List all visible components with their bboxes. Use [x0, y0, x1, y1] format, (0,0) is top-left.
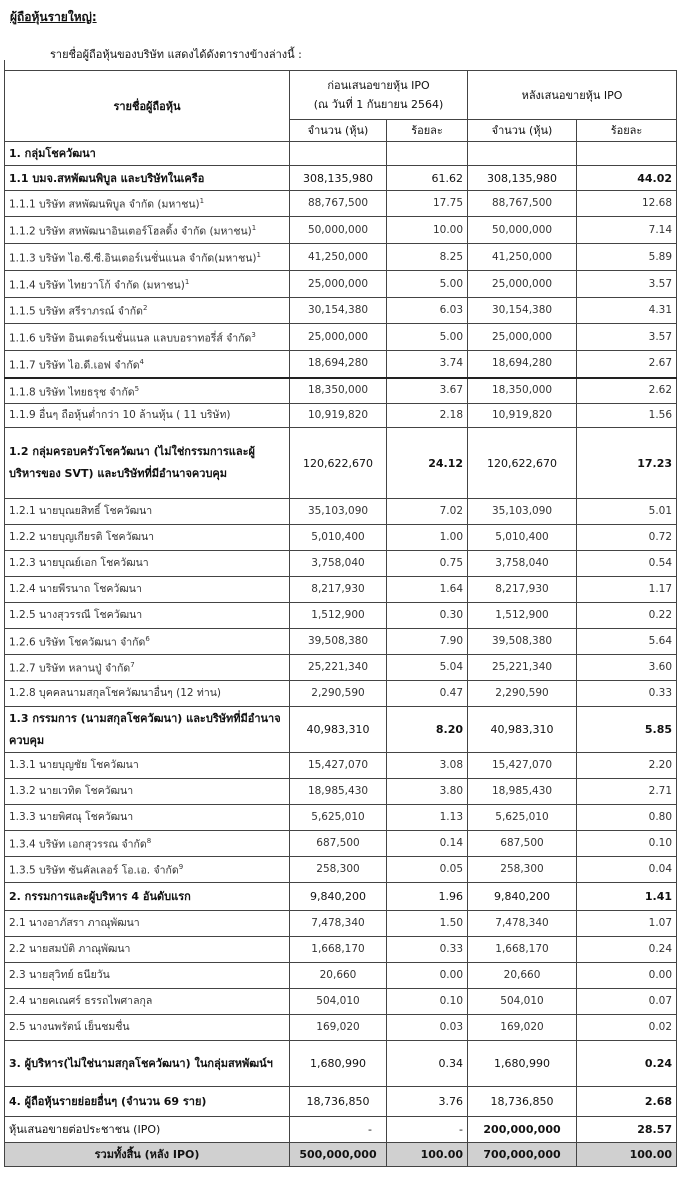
after-shares-cell: 18,694,280	[468, 351, 577, 378]
after-shares-cell: 504,010	[468, 989, 577, 1015]
row-name-cell	[5, 298, 290, 324]
after-shares-cell: 18,736,850	[468, 1087, 577, 1117]
after-shares-cell: 25,221,340	[468, 655, 577, 681]
shareholder-name: 1.2.3 นายบุณย์เอก โชควัฒนา	[9, 557, 149, 569]
table-row	[5, 857, 677, 883]
after-shares-cell: 41,250,000	[468, 244, 577, 271]
before-shares-cell: 39,508,380	[290, 629, 387, 655]
after-percent-cell: 5.64	[577, 629, 677, 655]
before-shares-cell: 25,000,000	[290, 324, 387, 351]
after-shares-cell: 120,622,670	[468, 428, 577, 499]
before-percent-cell: 1.13	[387, 805, 468, 831]
table-row	[5, 404, 677, 428]
shareholder-name: 1.2.4 นายพีรนาถ โชควัฒนา	[9, 583, 142, 595]
table-row	[5, 428, 677, 499]
table-row	[5, 191, 677, 217]
row-name-cell	[5, 707, 290, 753]
table-row	[5, 629, 677, 655]
before-shares-cell: 15,427,070	[290, 753, 387, 779]
before-percent-cell: 3.76	[387, 1087, 468, 1117]
after-percent-cell: 0.22	[577, 603, 677, 629]
after-shares-cell: 18,350,000	[468, 378, 577, 404]
col-header-before-line2: (ณ วันที่ 1 กันยายน 2564)	[313, 98, 444, 111]
col-header-before-line1: ก่อนเสนอขายหุ้น IPO	[327, 79, 430, 92]
after-shares-cell: 8,217,930	[468, 577, 577, 603]
table-row	[5, 1117, 677, 1143]
after-percent-cell	[577, 142, 677, 166]
before-percent-cell: 3.67	[387, 378, 468, 404]
before-percent-cell: 24.12	[387, 428, 468, 499]
intro-text: รายชื่อผู้ถือหุ้นของบริษัท แสดงได้ดังตารางข้างล่างนี้ :	[50, 48, 302, 61]
table-row	[5, 753, 677, 779]
before-percent-cell: 0.14	[387, 831, 468, 857]
before-shares-cell: 3,758,040	[290, 551, 387, 577]
after-shares-cell: 50,000,000	[468, 217, 577, 244]
shareholder-name: 1.1.4 บริษัท ไทยวาโก้ จำกัด (มหาชน)	[9, 279, 185, 292]
shareholder-name: 1.1.1 บริษัท สหพัฒนพิบูล จำกัด (มหาชน)	[9, 198, 200, 211]
before-percent-cell: 3.80	[387, 779, 468, 805]
before-percent-cell: 7.02	[387, 499, 468, 525]
table-row	[5, 883, 677, 911]
table-row	[5, 577, 677, 603]
col-header-before-percent: ร้อยละ	[387, 120, 468, 142]
row-name-cell	[5, 378, 290, 404]
row-name-cell	[5, 963, 290, 989]
after-percent-cell: 3.60	[577, 655, 677, 681]
table-row	[5, 271, 677, 298]
after-shares-cell: 15,427,070	[468, 753, 577, 779]
table-row	[5, 779, 677, 805]
after-percent-cell: 1.17	[577, 577, 677, 603]
after-shares-cell: 5,625,010	[468, 805, 577, 831]
row-name-cell	[5, 883, 290, 911]
before-shares-cell: 50,000,000	[290, 217, 387, 244]
after-percent-cell: 12.68	[577, 191, 677, 217]
table-row	[5, 217, 677, 244]
before-shares-cell: 5,625,010	[290, 805, 387, 831]
before-shares-cell: 258,300	[290, 857, 387, 883]
after-percent-cell: 17.23	[577, 428, 677, 499]
shareholder-name: 1.1 บมจ.สหพัฒนพิบูล และบริษัทในเครือ	[9, 171, 205, 185]
table-row	[5, 499, 677, 525]
table-row	[5, 551, 677, 577]
before-percent-cell: 1.00	[387, 525, 468, 551]
before-percent-cell: 0.03	[387, 1015, 468, 1041]
before-percent-cell: 0.00	[387, 963, 468, 989]
table-row	[5, 989, 677, 1015]
after-shares-cell: 1,680,990	[468, 1041, 577, 1087]
shareholder-name: 1.3.1 นายบุญชัย โชควัฒนา	[9, 759, 139, 771]
table-row	[5, 525, 677, 551]
after-shares-cell: 200,000,000	[468, 1117, 577, 1143]
shareholder-name: 1.2.2 นายบุญเกียรติ โชควัฒนา	[9, 531, 155, 543]
before-percent-cell: 7.90	[387, 629, 468, 655]
table-row	[5, 831, 677, 857]
before-percent-cell: 61.62	[387, 166, 468, 191]
col-header-before-shares: จำนวน (หุ้น)	[290, 120, 387, 142]
after-percent-cell: 0.10	[577, 831, 677, 857]
footnote-marker: 3	[251, 330, 256, 339]
before-percent-cell: 5.04	[387, 655, 468, 681]
after-shares-cell: 308,135,980	[468, 166, 577, 191]
after-percent-cell: 5.85	[577, 707, 677, 753]
row-name-cell	[5, 577, 290, 603]
shareholder-name: 1.1.2 บริษัท สหพัฒนาอินเตอร์โฮลดิ้ง จำกัด (มหาชน)	[9, 225, 252, 238]
table-row	[5, 1143, 677, 1167]
before-shares-cell: 10,919,820	[290, 404, 387, 428]
before-percent-cell: 17.75	[387, 191, 468, 217]
row-name-cell	[5, 1117, 290, 1143]
after-shares-cell: 1,512,900	[468, 603, 577, 629]
before-percent-cell: 100.00	[387, 1143, 468, 1167]
after-shares-cell: 9,840,200	[468, 883, 577, 911]
table-row	[5, 937, 677, 963]
row-name-cell	[5, 1087, 290, 1117]
after-shares-cell: 40,983,310	[468, 707, 577, 753]
after-shares-cell: 258,300	[468, 857, 577, 883]
row-name-cell	[5, 681, 290, 707]
before-percent-cell: 0.33	[387, 937, 468, 963]
after-percent-cell: 1.41	[577, 883, 677, 911]
after-percent-cell: 5.89	[577, 244, 677, 271]
shareholder-name: 1.1.3 บริษัท ไอ.ซี.ซี.อินเตอร์เนชั่นแนล จำกัด(มหาชน)	[9, 252, 257, 265]
after-percent-cell: 1.56	[577, 404, 677, 428]
before-percent-cell: -	[387, 1117, 468, 1143]
table-row	[5, 911, 677, 937]
row-name-cell	[5, 989, 290, 1015]
before-shares-cell: 504,010	[290, 989, 387, 1015]
shareholder-name: 1.3.3 นายพิศณุ โชควัฒนา	[9, 811, 134, 823]
before-shares-cell: 1,668,170	[290, 937, 387, 963]
row-name-cell	[5, 1041, 290, 1087]
row-name-cell	[5, 404, 290, 428]
before-shares-cell: 41,250,000	[290, 244, 387, 271]
after-percent-cell: 0.33	[577, 681, 677, 707]
after-percent-cell: 44.02	[577, 166, 677, 191]
shareholder-name: 1.2.6 บริษัท โชควัฒนา จำกัด	[9, 636, 146, 649]
before-shares-cell	[290, 142, 387, 166]
after-percent-cell: 2.68	[577, 1087, 677, 1117]
shareholder-name: 1.2.5 นางสุวรรณี โชควัฒนา	[9, 609, 143, 621]
before-shares-cell: 20,660	[290, 963, 387, 989]
shareholder-name: 2.2 นายสมบัติ ภาณุพัฒนา	[9, 943, 131, 955]
before-percent-cell	[387, 142, 468, 166]
table-row	[5, 351, 677, 378]
after-shares-cell	[468, 142, 577, 166]
table-row	[5, 707, 677, 753]
shareholder-name: 2. กรรมการและผู้บริหาร 4 อันดับแรก	[9, 890, 191, 903]
table-row	[5, 244, 677, 271]
after-shares-cell: 700,000,000	[468, 1143, 577, 1167]
after-shares-cell: 7,478,340	[468, 911, 577, 937]
row-name-cell	[5, 937, 290, 963]
table-row	[5, 1015, 677, 1041]
before-percent-cell: 0.47	[387, 681, 468, 707]
header-row-top	[5, 71, 677, 120]
col-header-before	[290, 71, 468, 120]
before-percent-cell: 1.64	[387, 577, 468, 603]
before-shares-cell: 2,290,590	[290, 681, 387, 707]
before-percent-cell: 2.18	[387, 404, 468, 428]
before-shares-cell: 18,694,280	[290, 351, 387, 378]
after-percent-cell: 3.57	[577, 324, 677, 351]
shareholder-name: 1.2.7 บริษัท หลานปู่ จำกัด	[9, 662, 131, 675]
shareholder-name: หุ้นเสนอขายต่อประชาชน (IPO)	[9, 1123, 161, 1136]
after-percent-cell: 2.67	[577, 351, 677, 378]
after-shares-cell: 88,767,500	[468, 191, 577, 217]
footnote-marker: 2	[143, 304, 148, 313]
table-row	[5, 655, 677, 681]
before-shares-cell: 18,736,850	[290, 1087, 387, 1117]
row-name-cell	[5, 324, 290, 351]
after-shares-cell: 25,000,000	[468, 324, 577, 351]
after-shares-cell: 3,758,040	[468, 551, 577, 577]
section-heading: ผู้ถือหุ้นรายใหญ่:	[10, 10, 97, 24]
row-name-cell	[5, 831, 290, 857]
footnote-marker: 4	[139, 357, 144, 366]
after-shares-cell: 687,500	[468, 831, 577, 857]
before-percent-cell: 0.10	[387, 989, 468, 1015]
shareholder-name: 1.2.1 นายบุณยสิทธิ์ โชควัฒนา	[9, 505, 153, 517]
after-percent-cell: 0.72	[577, 525, 677, 551]
footnote-marker: 1	[199, 197, 205, 206]
before-shares-cell: 9,840,200	[290, 883, 387, 911]
before-shares-cell: 35,103,090	[290, 499, 387, 525]
after-percent-cell: 2.71	[577, 779, 677, 805]
after-percent-cell: 0.54	[577, 551, 677, 577]
after-shares-cell: 5,010,400	[468, 525, 577, 551]
before-percent-cell: 10.00	[387, 217, 468, 244]
after-percent-cell: 0.00	[577, 963, 677, 989]
before-percent-cell: 5.00	[387, 271, 468, 298]
after-shares-cell: 39,508,380	[468, 629, 577, 655]
row-name-cell	[5, 655, 290, 681]
before-percent-cell: 5.00	[387, 324, 468, 351]
footnote-marker: 6	[145, 635, 150, 644]
table-row	[5, 963, 677, 989]
row-name-cell	[5, 499, 290, 525]
table-row	[5, 1041, 677, 1087]
after-percent-cell: 0.07	[577, 989, 677, 1015]
before-shares-cell: 687,500	[290, 831, 387, 857]
table-row	[5, 324, 677, 351]
before-percent-cell: 3.74	[387, 351, 468, 378]
before-shares-cell: 8,217,930	[290, 577, 387, 603]
row-name-cell	[5, 551, 290, 577]
before-shares-cell: -	[290, 1117, 387, 1143]
before-shares-cell: 120,622,670	[290, 428, 387, 499]
footnote-marker: 9	[178, 863, 184, 872]
row-name-cell	[5, 351, 290, 378]
shareholder-name: 2.5 นางนพรัตน์ เย็นชมชื่น	[9, 1021, 130, 1033]
footnote-marker: 7	[130, 661, 135, 670]
table-row	[5, 166, 677, 191]
before-shares-cell: 1,680,990	[290, 1041, 387, 1087]
after-percent-cell: 7.14	[577, 217, 677, 244]
shareholder-name: 1.3.4 บริษัท เอกสุวรรณ จำกัด	[9, 838, 147, 851]
before-percent-cell: 1.50	[387, 911, 468, 937]
before-shares-cell: 88,767,500	[290, 191, 387, 217]
shareholder-name: 3. ผู้บริหาร(ไม่ใช่นามสกุลโชควัฒนา) ในกลุ่มสหพัฒน์ฯ	[9, 1056, 273, 1070]
before-shares-cell: 1,512,900	[290, 603, 387, 629]
row-name-cell	[5, 1143, 290, 1167]
row-name-cell	[5, 1015, 290, 1041]
shareholder-name: รวมทั้งสิ้น (หลัง IPO)	[94, 1148, 200, 1161]
before-shares-cell: 500,000,000	[290, 1143, 387, 1167]
before-percent-cell: 0.30	[387, 603, 468, 629]
before-percent-cell: 0.34	[387, 1041, 468, 1087]
shareholder-name: 2.3 นายสุวิทย์ ธนียวัน	[9, 969, 110, 981]
before-shares-cell: 18,985,430	[290, 779, 387, 805]
after-shares-cell: 20,660	[468, 963, 577, 989]
row-name-cell	[5, 911, 290, 937]
row-name-cell	[5, 779, 290, 805]
footnote-marker: 5	[134, 384, 140, 393]
table-row	[5, 1087, 677, 1117]
col-header-after-percent: ร้อยละ	[577, 120, 677, 142]
before-percent-cell: 3.08	[387, 753, 468, 779]
before-shares-cell: 308,135,980	[290, 166, 387, 191]
shareholder-name: 1.1.7 บริษัท ไอ.ดี.เอฟ จำกัด	[9, 359, 140, 371]
after-shares-cell: 2,290,590	[468, 681, 577, 707]
col-header-name: รายชื่อผู้ถือหุ้น	[5, 71, 290, 142]
after-shares-cell: 18,985,430	[468, 779, 577, 805]
shareholder-name: 1.3 กรรมการ (นามสกุลโชควัฒนา) และบริษัทที่มีอำนาจควบคุม	[9, 711, 281, 747]
shareholder-table	[4, 70, 677, 1167]
after-percent-cell: 5.01	[577, 499, 677, 525]
before-shares-cell: 18,350,000	[290, 378, 387, 404]
before-shares-cell: 25,221,340	[290, 655, 387, 681]
row-name-cell	[5, 142, 290, 166]
after-shares-cell: 35,103,090	[468, 499, 577, 525]
shareholder-name: 1.1.5 บริษัท สรีราภรณ์ จำกัด	[9, 305, 143, 318]
table-row	[5, 805, 677, 831]
after-percent-cell: 2.20	[577, 753, 677, 779]
footnote-marker: 8	[146, 837, 152, 846]
before-shares-cell: 5,010,400	[290, 525, 387, 551]
before-shares-cell: 169,020	[290, 1015, 387, 1041]
shareholder-name: 2.1 นางอาภัสรา ภาณุพัฒนา	[9, 917, 140, 929]
shareholder-name: 1.1.9 อื่นๆ ถือหุ้นต่ำกว่า 10 ล้านหุ้น ( 11 บริษัท)	[9, 409, 231, 421]
row-name-cell	[5, 244, 290, 271]
shareholder-name: 1.1.6 บริษัท อินเตอร์เนชั่นแนล แลบบอราทอรี่ส์ จำกัด	[9, 332, 252, 345]
row-name-cell	[5, 753, 290, 779]
after-shares-cell: 1,668,170	[468, 937, 577, 963]
before-percent-cell: 0.75	[387, 551, 468, 577]
row-name-cell	[5, 217, 290, 244]
shareholder-name: 1.2 กลุ่มครอบครัวโชควัฒนา (ไม่ใช่กรรมการและผู้บริหารของ SVT) และบริษัทที่มีอำนาจควบคุม	[9, 445, 255, 480]
row-name-cell	[5, 603, 290, 629]
before-percent-cell: 0.05	[387, 857, 468, 883]
after-shares-cell: 25,000,000	[468, 271, 577, 298]
after-percent-cell: 3.57	[577, 271, 677, 298]
after-percent-cell: 2.62	[577, 378, 677, 404]
row-name-cell	[5, 271, 290, 298]
after-percent-cell: 4.31	[577, 298, 677, 324]
before-percent-cell: 8.20	[387, 707, 468, 753]
col-header-after: หลังเสนอขายหุ้น IPO	[468, 71, 677, 120]
shareholder-name: 1. กลุ่มโชควัฒนา	[9, 147, 96, 160]
row-name-cell	[5, 857, 290, 883]
row-name-cell	[5, 428, 290, 499]
shareholder-rows	[5, 142, 677, 1167]
table-row	[5, 603, 677, 629]
after-percent-cell: 0.24	[577, 937, 677, 963]
row-name-cell	[5, 166, 290, 191]
row-name-cell	[5, 805, 290, 831]
before-percent-cell: 6.03	[387, 298, 468, 324]
after-shares-cell: 30,154,380	[468, 298, 577, 324]
footnote-marker: 1	[256, 250, 261, 259]
after-percent-cell: 28.57	[577, 1117, 677, 1143]
footnote-marker: 1	[251, 223, 257, 232]
table-row	[5, 142, 677, 166]
col-header-after-shares: จำนวน (หุ้น)	[468, 120, 577, 142]
table-row	[5, 378, 677, 404]
row-name-cell	[5, 629, 290, 655]
before-shares-cell: 40,983,310	[290, 707, 387, 753]
before-shares-cell: 7,478,340	[290, 911, 387, 937]
before-percent-cell: 1.96	[387, 883, 468, 911]
before-percent-cell: 8.25	[387, 244, 468, 271]
after-percent-cell: 1.07	[577, 911, 677, 937]
after-percent-cell: 0.80	[577, 805, 677, 831]
after-shares-cell: 169,020	[468, 1015, 577, 1041]
row-name-cell	[5, 525, 290, 551]
footnote-marker: 1	[184, 277, 190, 286]
after-percent-cell: 0.02	[577, 1015, 677, 1041]
shareholder-name: 4. ผู้ถือหุ้นรายย่อยอื่นๆ (จำนวน 69 ราย)	[9, 1095, 207, 1108]
shareholder-name: 2.4 นายคเณศร์ ธรรถไพศาลกุล	[9, 995, 153, 1007]
before-shares-cell: 30,154,380	[290, 298, 387, 324]
before-shares-cell: 25,000,000	[290, 271, 387, 298]
shareholder-name: 1.3.2 นายเวทิต โชควัฒนา	[9, 785, 134, 797]
shareholder-name: 1.1.8 บริษัท ไทยธรุช จำกัด	[9, 386, 135, 398]
after-percent-cell: 100.00	[577, 1143, 677, 1167]
shareholder-name: 1.3.5 บริษัท ซันคัลเลอร์ โอ.เอ. จำกัด	[9, 864, 179, 877]
after-percent-cell: 0.04	[577, 857, 677, 883]
table-row	[5, 681, 677, 707]
row-name-cell	[5, 191, 290, 217]
after-shares-cell: 10,919,820	[468, 404, 577, 428]
table-row	[5, 298, 677, 324]
after-percent-cell: 0.24	[577, 1041, 677, 1087]
shareholder-name: 1.2.8 บุคคลนามสกุลโชควัฒนาอื่นๆ (12 ท่าน)	[9, 687, 221, 699]
